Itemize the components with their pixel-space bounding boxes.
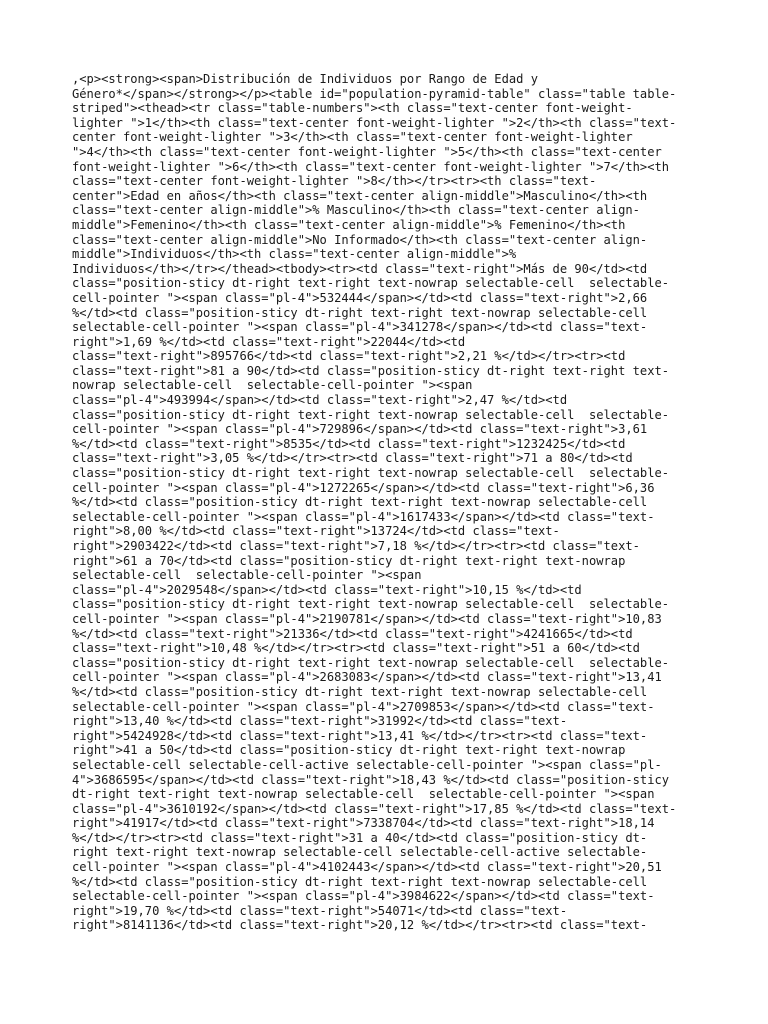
text-line: center font-weight-lighter ">3</th><th class="text-center font-weight-lighter [72,130,633,145]
text-line: right">2903422</td><td class="text-right">7,18 %</td></tr><tr><td class="text- [72,539,640,553]
text-line: class="position-sticy dt-right text-right text-nowrap selectable-cell selectable- [72,466,670,481]
text-line: middle">Individuos</th><th class="text-center align-middle">% [72,247,517,262]
text-line: selectable-cell-pointer "><span class="pl-4">1617433</span></td><td class="text- [72,509,655,524]
text-line: right">1,69 %</td><td class="text-right">22044</td><td [72,334,466,349]
text-line: class="position-sticy dt-right text-right text-nowrap selectable-cell selectable- [72,597,670,612]
text-line: right text-right text-nowrap selectable-cell selectable-cell-active selectable- [72,845,648,860]
text-line: class="pl-4">3610192</span></td><td class="text-right">17,85 %</td><td class="text- [72,801,677,816]
text-line: Género*</span></strong></p><table id="population-pyramid-table" class="table table- [72,86,677,101]
text-line: cell-pointer "><span class="pl-4">729896</span></td><td class="text-right">3,61 [72,422,648,437]
text-line: font-weight-lighter ">6</th><th class="text-center font-weight-lighter ">7</th><th [72,159,670,174]
text-line: class="text-right">10,48 %</td></tr><tr><td class="text-right">51 a 60</td><td [72,641,640,656]
text-line: right">8,00 %</td><td class="text-right">13724</td><td class="text- [72,524,560,539]
text-line: class="pl-4">493994</span></td><td class="text-right">2,47 %</td><td [72,393,568,408]
text-line: right">19,70 %</td><td class="text-right">54071</td><td class="text- [72,903,568,918]
text-line: 4">3686595</span></td><td class="text-right">18,43 %</td><td class="position-sticy [72,772,670,787]
text-line: nowrap selectable-cell selectable-cell-pointer "><span [72,378,473,393]
text-line: class="text-center font-weight-lighter ">8</th></tr><tr><th class="text- [72,174,597,189]
text-line: lighter ">1</th><th class="text-center font-weight-lighter ">2</th><th class="text- [72,115,677,130]
text-line: middle">Femenino</th><th class="text-center align-middle">% Femenino</th><th [72,217,626,232]
text-line: cell-pointer "><span class="pl-4">1272265</span></td><td class="text-right">6,36 [72,480,655,495]
text-line: class="position-sticy dt-right text-right text-nowrap selectable-cell selectable- [72,276,670,291]
text-line: right">61 a 70</td><td class="position-sticy dt-right text-right text-nowrap [72,553,626,568]
text-line: center">Edad en años</th><th class="text-center align-middle">Masculino</th><th [72,188,648,203]
text-line: striped"><thead><tr class="table-numbers"><th class="text-center font-weight- [72,101,633,116]
text-line: selectable-cell selectable-cell-pointer "><span [72,568,422,583]
text-line: right">5424928</td><td class="text-right">13,41 %</td></tr><tr><td class="text- [72,728,648,743]
text-line: %</td><td class="text-right">21336</td><td class="text-right">4241665</td><td [72,626,633,641]
text-line: %</td><td class="text-right">8535</td><td class="text-right">1232425</td><td [72,436,626,451]
document-page [72,72,712,933]
text-line: class="position-sticy dt-right text-right text-nowrap selectable-cell selectable- [72,407,670,422]
text-line: cell-pointer "><span class="pl-4">2683083</span></td><td class="text-right">13,41 [72,670,662,685]
text-line: right">41917</td><td class="text-right">7338704</td><td class="text-right">18,14 [72,816,655,831]
text-line: right">41 a 50</td><td class="position-sticy dt-right text-right text-nowrap [72,743,626,758]
text-line: Individuos</th></tr></thead><tbody><tr><td class="text-right">Más de 90</td><td [72,261,648,276]
text-line: ">4</th><th class="text-center font-weight-lighter ">5</th><th class="text-center [72,144,662,159]
text-line: %</td><td class="position-sticy dt-right text-right text-nowrap selectable-cell [72,305,648,320]
text-line: %</td><td class="position-sticy dt-right text-right text-nowrap selectable-cell [72,495,648,510]
text-line: class="text-center align-middle">% Masculino</th><th class="text-center align- [72,203,640,218]
text-line: cell-pointer "><span class="pl-4">2190781</span></td><td class="text-right">10,83 [72,611,662,626]
text-line: cell-pointer "><span class="pl-4">532444</span></td><td class="text-right">2,66 [72,290,648,305]
text-line: right">8141136</td><td class="text-right">20,12 %</td></tr><tr><td class="text- [72,918,648,933]
text-line: %</td><td class="position-sticy dt-right text-right text-nowrap selectable-cell [72,874,648,889]
text-line: dt-right text-right text-nowrap selectable-cell selectable-cell-pointer "><span [72,787,655,802]
text-line: class="position-sticy dt-right text-right text-nowrap selectable-cell selectable- [72,655,670,670]
text-line: class="text-right">81 a 90</td><td class="position-sticy dt-right text-right text- [72,363,670,378]
text-line: selectable-cell-pointer "><span class="pl-4">341278</span></td><td class="text- [72,320,648,335]
text-line: cell-pointer "><span class="pl-4">4102443</span></td><td class="text-right">20,51 [72,860,662,875]
text-line: right">13,40 %</td><td class="text-right">31992</td><td class="text- [72,714,568,729]
text-line: %</td></tr><tr><td class="text-right">31 a 40</td><td class="position-sticy dt- [72,830,648,845]
text-line: class="text-right">3,05 %</td></tr><tr><td class="text-right">71 a 80</td><td [72,451,633,466]
text-line: ,<p><strong><span>Distribución de Individuos por Rango de Edad y [72,72,538,86]
text-line: selectable-cell selectable-cell-active selectable-cell-pointer "><span class="pl- [72,757,662,772]
text-line: class="text-center align-middle">No Informado</th><th class="text-center align- [72,232,648,247]
text-line: %</td><td class="position-sticy dt-right text-right text-nowrap selectable-cell [72,684,648,699]
text-line: selectable-cell-pointer "><span class="pl-4">3984622</span></td><td class="text- [72,889,655,904]
text-line: selectable-cell-pointer "><span class="pl-4">2709853</span></td><td class="text- [72,699,655,714]
text-line: class="pl-4">2029548</span></td><td class="text-right">10,15 %</td><td [72,582,582,597]
text-line: class="text-right">895766</td><td class="text-right">2,21 %</td></tr><tr><td [72,349,626,364]
